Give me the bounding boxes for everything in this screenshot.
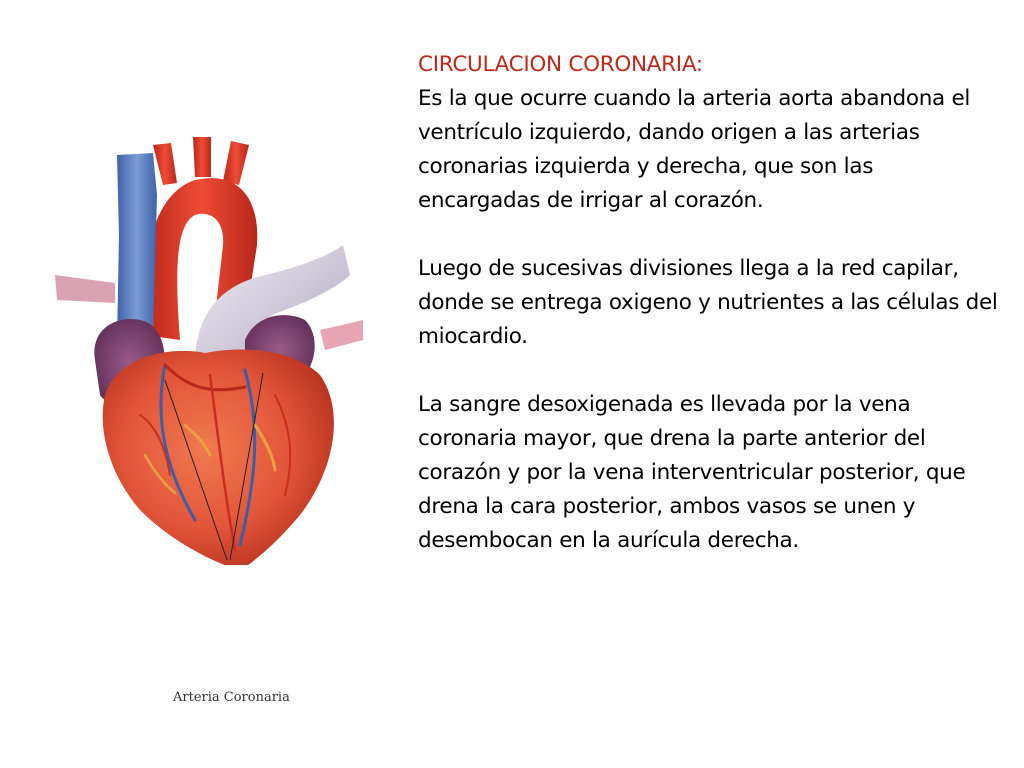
slide-title: CIRCULACION CORONARIA: [418,52,703,77]
slide-text [418,48,998,558]
paragraph-1: Es la que ocurre cuando la arteria aorta abandona el ventrículo izquierdo, dando origen a las arterias coronarias izquierda y derecha, que son las encargadas de irrigar al corazón. [418,86,971,213]
pulmonary-branch [55,275,115,303]
paragraph-3: La sangre desoxigenada es llevada por la vena coronaria mayor, que drena la parte anterior del corazón y por la vena interventricular posterior, que drena la cara posterior, ambos vasos se unen y desembocan en la aurícula derecha. [418,392,966,553]
pulmonary-vein [320,320,363,350]
aorta-branches [153,137,249,185]
paragraph-2: Luego de sucesivas divisiones llega a la red capilar, donde se entrega oxigeno y nutrientes a las células del miocardio. [418,256,998,349]
myocardium [103,349,334,565]
figure-caption: Arteria Coronaria [173,690,290,705]
heart-drawing [45,125,365,565]
paragraph-gap [418,354,998,388]
heart-illustration [45,125,365,705]
superior-vena-cava [117,153,157,343]
paragraph-gap [418,218,998,252]
